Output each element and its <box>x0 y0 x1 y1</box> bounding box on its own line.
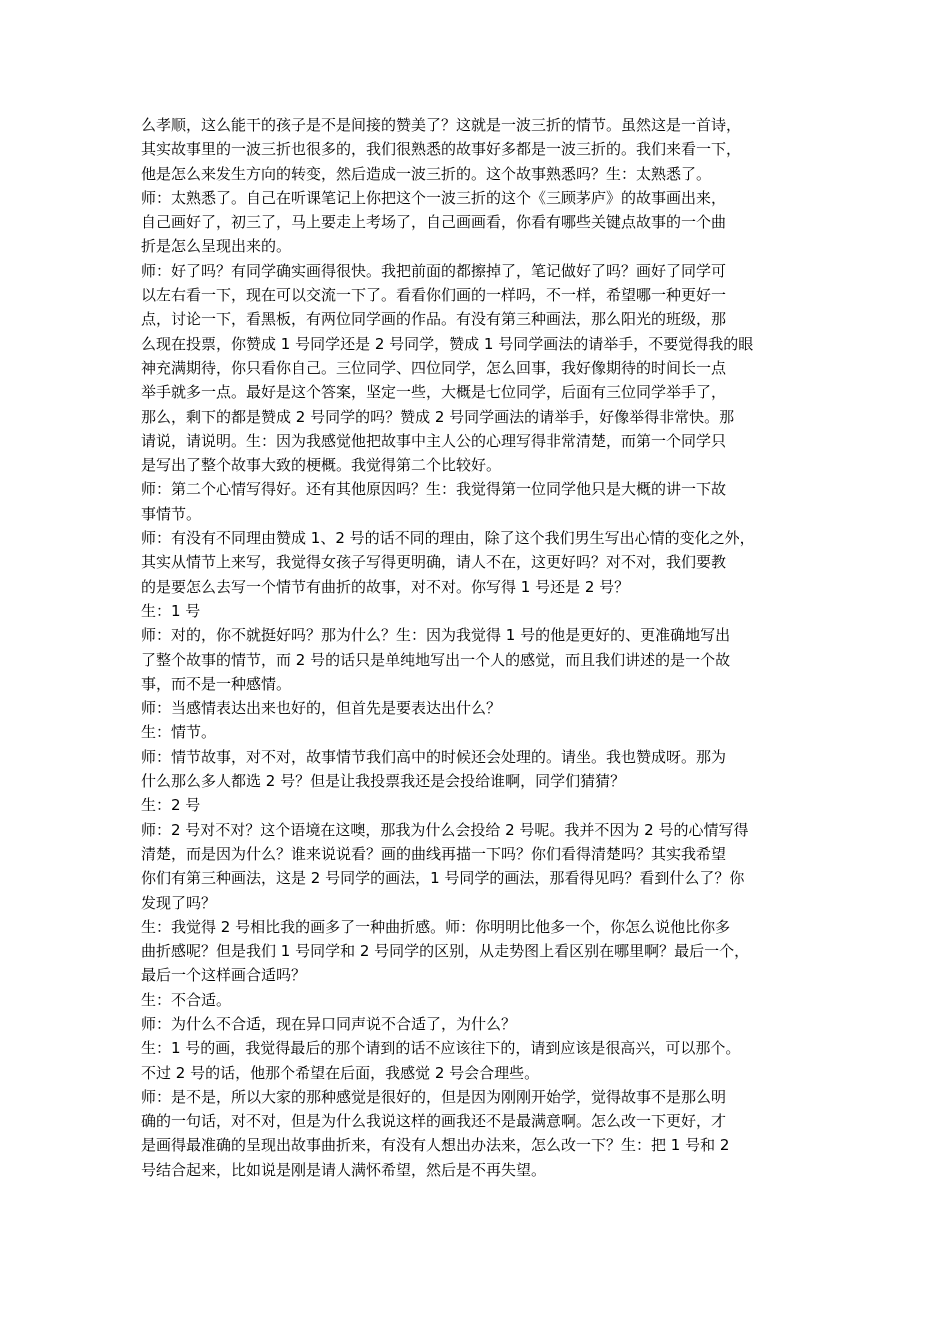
paragraph <box>141 623 831 696</box>
text-line: 师：对的，你不就挺好吗？那为什么？生：因为我觉得 1 号的他是更好的、更准确地写出 <box>141 626 731 645</box>
text-line: 是写出了整个故事大致的梗概。我觉得第二个比较好。 <box>141 456 502 475</box>
text-line: 点，讨论一下，看黑板，有两位同学画的作品。有没有第三种画法，那么阳光的班级，那 <box>141 310 727 329</box>
paragraph <box>141 1036 831 1085</box>
text-line: 师：为什么不合适，现在异口同声说不合适了，为什么？ <box>141 1014 517 1033</box>
text-line: 的是要怎么去写一个情节有曲折的故事，对不对。你写得 1 号还是 2 号？ <box>141 577 630 596</box>
text-line: 师：当感情表达出来也好的，但首先是要表达出什么？ <box>141 699 502 718</box>
text-line: 确的一句话，对不对，但是为什么我说这样的画我还不是最满意啊。怎么改一下更好，才 <box>141 1112 727 1131</box>
text-line: 生：1 号 <box>141 601 201 620</box>
text-line: 师：2 号对不对？这个语境在这噢，那我为什么会投给 2 号呢。我并不因为 2 号的心情写得 <box>141 820 749 839</box>
paragraph <box>141 526 831 599</box>
text-line: 师：太熟悉了。自己在听课笔记上你把这个一波三折的这个《三顾茅庐》的故事画出来， <box>141 188 727 207</box>
text-line: 其实从情节上来写，我觉得女孩子写得更明确，请人不在，这更好吗？对不对，我们要教 <box>141 553 727 572</box>
text-line: 师：有没有不同理由赞成 1、2 号的话不同的理由，除了这个我们男生写出心情的变化之外， <box>141 529 755 548</box>
text-line: 那么，剩下的都是赞成 2 号同学的吗？赞成 2 号同学画法的请举手，好像举得非常快。那 <box>141 407 735 426</box>
paragraph <box>141 696 831 720</box>
text-line: 事，而不是一种感情。 <box>141 674 292 693</box>
text-line: 他是怎么来发生方向的转变，然后造成一波三折的。这个故事熟悉吗？生：太熟悉了。 <box>141 164 712 183</box>
text-line: 以左右看一下，现在可以交流一下了。看看你们画的一样吗，不一样，希望哪一种更好一 <box>141 286 727 305</box>
text-line: 自己画好了，初三了，马上要走上考场了，自己画画看，你看有哪些关键点故事的一个曲 <box>141 213 727 232</box>
text-line: 生：不合适。 <box>141 990 232 1009</box>
paragraph <box>141 915 831 988</box>
text-line: 事情节。 <box>141 504 202 523</box>
text-line: 师：第二个心情写得好。还有其他原因吗？生：我觉得第一位同学他只是大概的讲一下故 <box>141 480 727 499</box>
paragraph <box>141 720 831 744</box>
text-line: 你们有第三种画法，这是 2 号同学的画法，1 号同学的画法，那看得见吗？看到什么了？你 <box>141 869 745 888</box>
paragraph <box>141 477 831 526</box>
text-line: 其实故事里的一波三折也很多的，我们很熟悉的故事好多都是一波三折的。我们来看一下， <box>141 140 742 159</box>
paragraph <box>141 599 831 623</box>
document-body <box>141 113 831 1182</box>
text-line: 生：情节。 <box>141 723 217 742</box>
text-line: 什么那么多人都选 2 号？但是让我投票我还是会投给谁啊，同学们猜猜？ <box>141 772 626 791</box>
paragraph <box>141 259 831 478</box>
text-line: 是画得最准确的呈现出故事曲折来，有没有人想出办法来，怎么改一下？生：把 1 号和 2 <box>141 1136 730 1155</box>
text-line: 生：2 号 <box>141 796 201 815</box>
text-line: 了整个故事的情节，而 2 号的话只是单纯地写出一个人的感觉，而且我们讲述的是一个故 <box>141 650 731 669</box>
paragraph <box>141 818 831 915</box>
text-line: 最后一个这样画合适吗？ <box>141 966 307 985</box>
text-line: 么现在投票，你赞成 1 号同学还是 2 号同学，赞成 1 号同学画法的请举手，不要觉得我的眼 <box>141 334 754 353</box>
paragraph <box>141 1012 831 1036</box>
text-line: 生：我觉得 2 号相比我的画多了一种曲折感。师：你明明比他多一个，你怎么说他比你多 <box>141 917 731 936</box>
text-line: 曲折感呢？但是我们 1 号同学和 2 号同学的区别，从走势图上看区别在哪里啊？最后一个， <box>141 942 750 961</box>
text-line: 请说，请说明。生：因为我感觉他把故事中主人公的心理写得非常清楚，而第一个同学只 <box>141 431 727 450</box>
text-line: 么孝顺，这么能干的孩子是不是间接的赞美了？这就是一波三折的情节。虽然这是一首诗， <box>141 116 742 134</box>
text-line: 不过 2 号的话，他那个希望在后面，我感觉 2 号会合理些。 <box>141 1063 540 1082</box>
text-line: 神充满期待，你只看你自己。三位同学、四位同学，怎么回事，我好像期待的时间长一点 <box>141 358 727 377</box>
paragraph <box>141 745 831 794</box>
paragraph <box>141 1085 831 1182</box>
paragraph <box>141 113 831 186</box>
text-line: 清楚，而是因为什么？谁来说说看？画的曲线再描一下吗？你们看得清楚吗？其实我希望 <box>141 844 727 863</box>
text-line: 折是怎么呈现出来的。 <box>141 237 292 256</box>
text-line: 发现了吗？ <box>141 893 217 912</box>
text-line: 师：是不是，所以大家的那种感觉是很好的，但是因为刚刚开始学，觉得故事不是那么明 <box>141 1087 727 1106</box>
paragraph <box>141 186 831 259</box>
text-line: 号结合起来，比如说是刚是请人满怀希望，然后是不再失望。 <box>141 1160 547 1179</box>
paragraph <box>141 793 831 817</box>
text-line: 师：情节故事，对不对，故事情节我们高中的时候还会处理的。请坐。我也赞成呀。那为 <box>141 747 727 766</box>
text-line: 举手就多一点。最好是这个答案，坚定一些，大概是七位同学，后面有三位同学举手了， <box>141 383 727 402</box>
text-line: 生：1 号的画，我觉得最后的那个请到的话不应该往下的，请到应该是很高兴，可以那个。 <box>141 1039 741 1058</box>
text-line: 师：好了吗？有同学确实画得很快。我把前面的都擦掉了，笔记做好了吗？画好了同学可 <box>141 261 727 280</box>
paragraph <box>141 988 831 1012</box>
